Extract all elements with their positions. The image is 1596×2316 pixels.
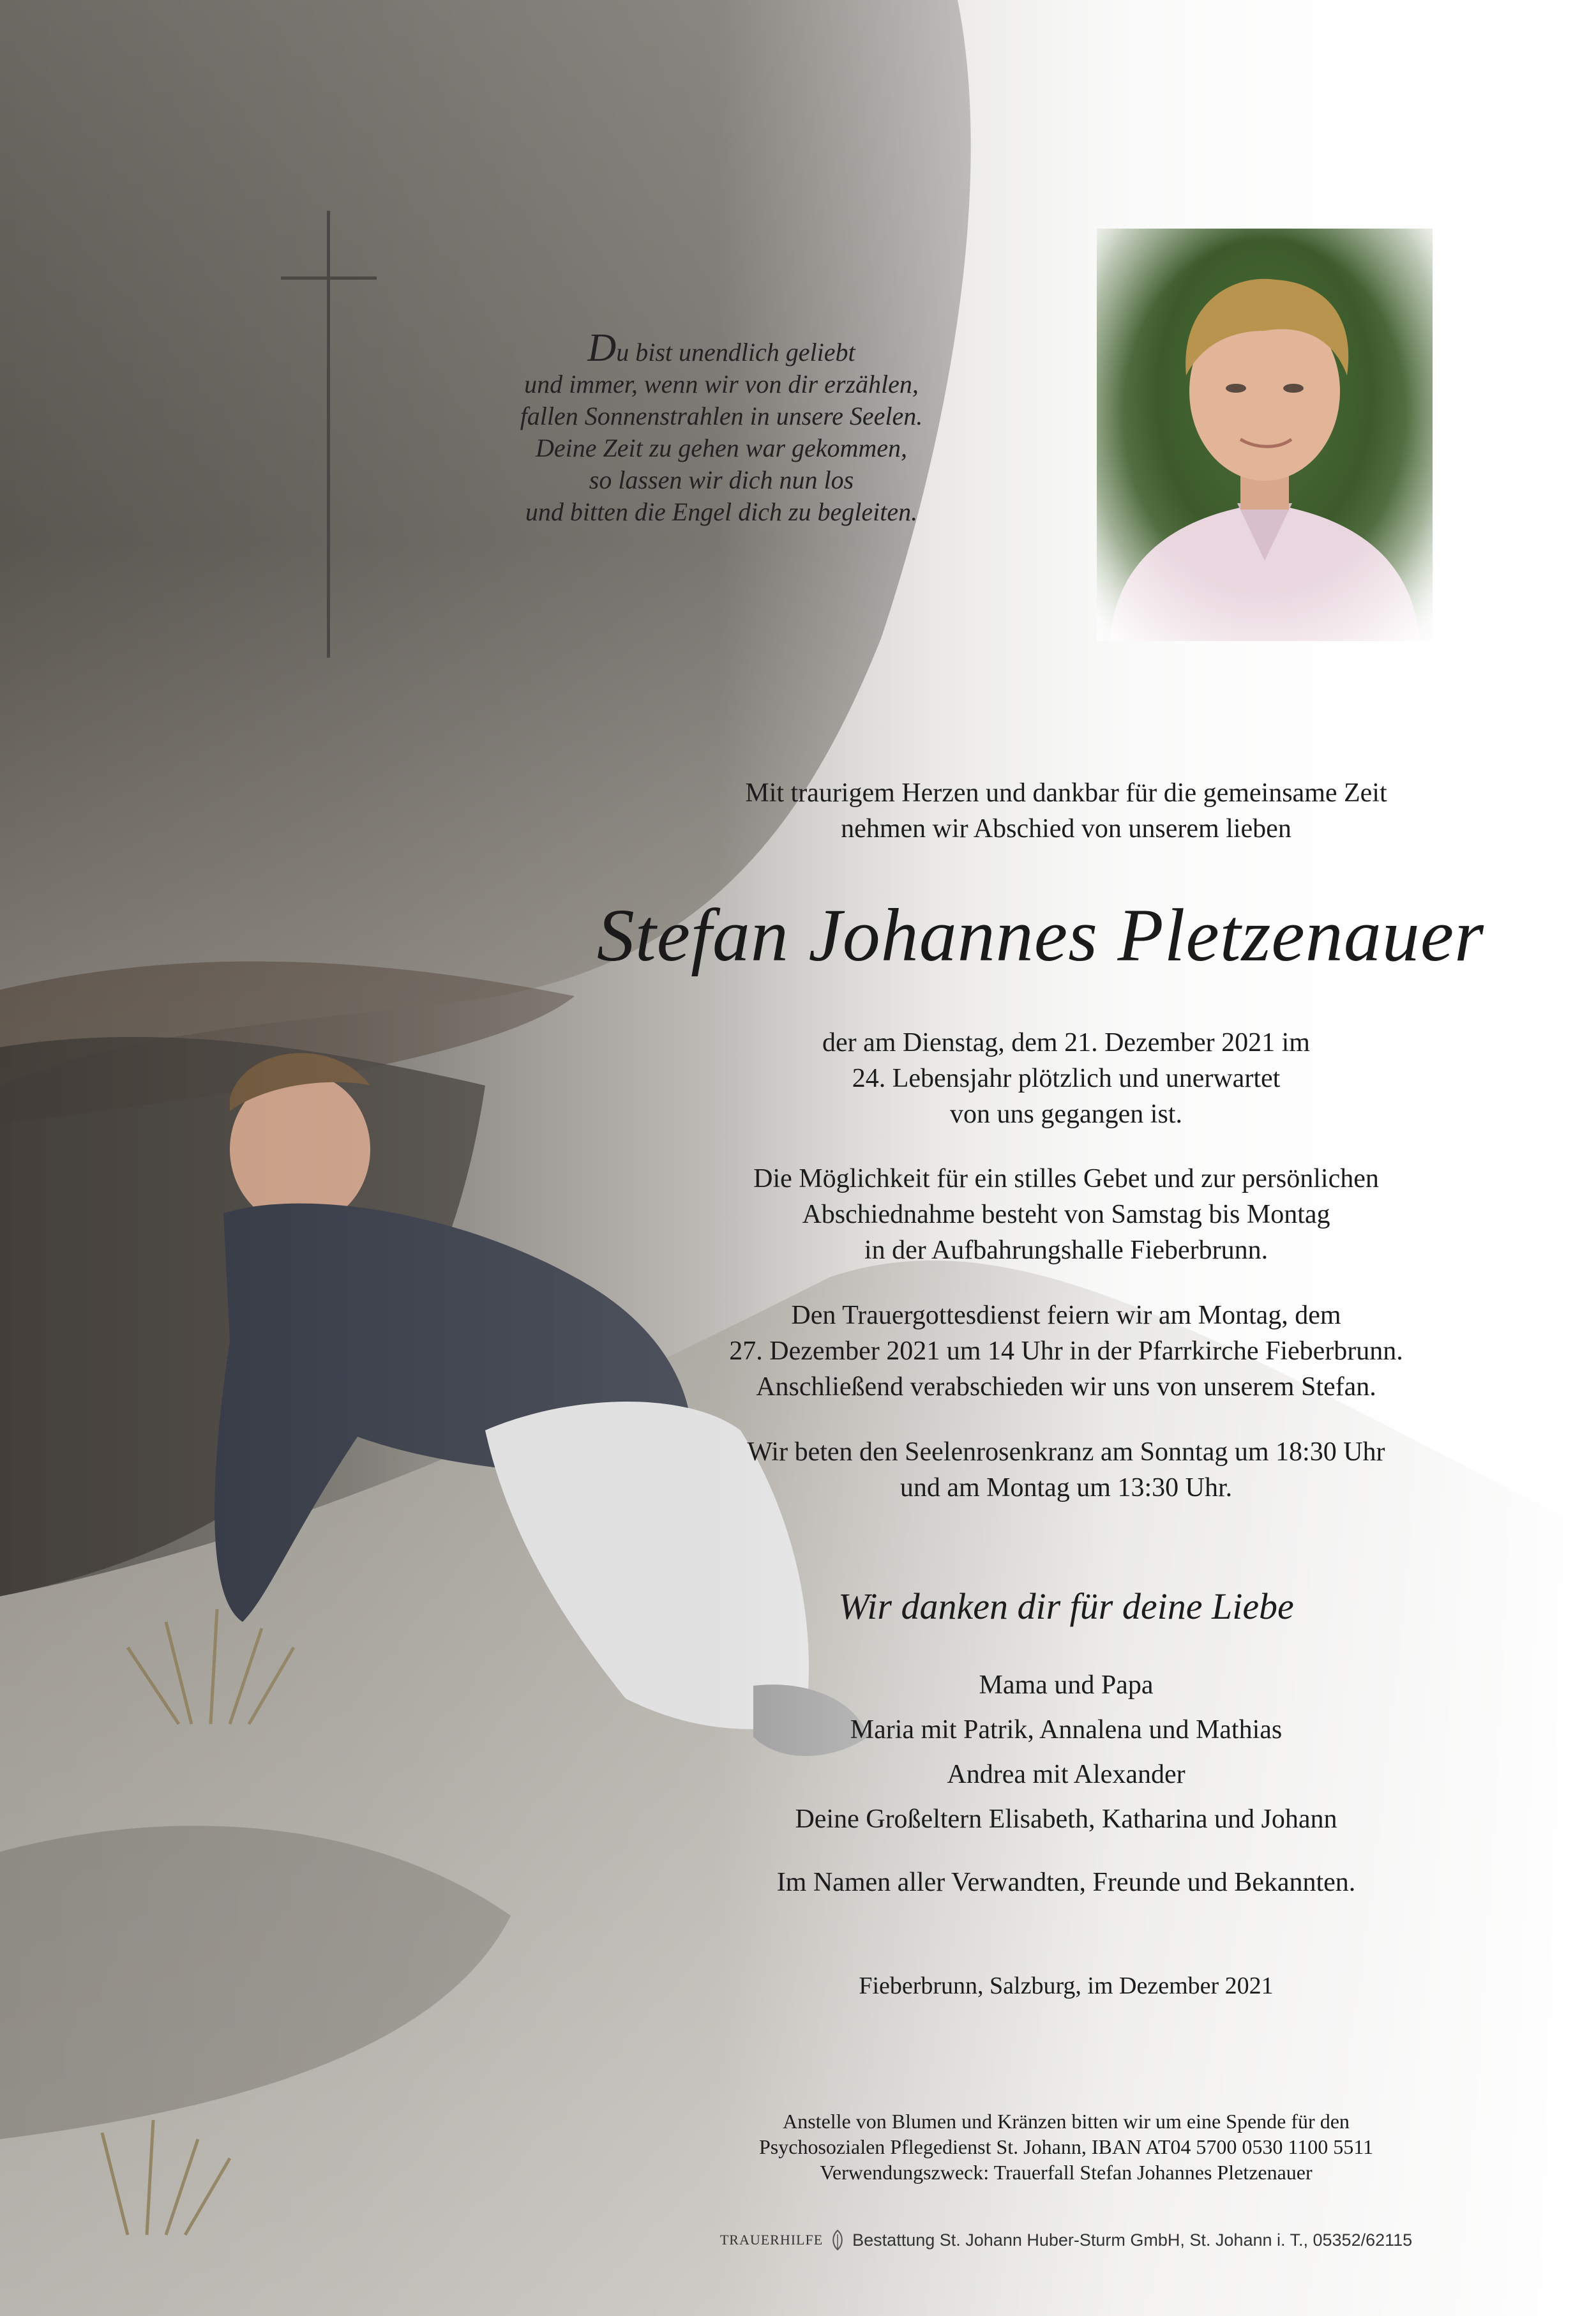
intro-line: Mit traurigem Herzen und dankbar für die gemeinsame Zeit: [745, 778, 1387, 808]
intro-line: nehmen wir Abschied von unserem lieben: [841, 814, 1291, 844]
leaf-icon: [829, 2229, 846, 2251]
portrait-figure: [1097, 229, 1433, 641]
donation-note: [549, 2108, 1583, 2185]
paragraph-line: Abschiednahme besteht von Samstag bis Montag: [802, 1200, 1330, 1229]
paragraph-line: von uns gegangen ist.: [950, 1100, 1182, 1129]
relatives-line: Im Namen aller Verwandten, Freunde und Bekannten.: [776, 1868, 1356, 1897]
donation-line: Psychosozialen Pflegedienst St. Johann, IBAN AT04 5700 0530 1100 5511: [758, 2135, 1373, 2158]
quote-line: so lassen wir dich nun los: [589, 465, 854, 494]
place-date: Fieberbrunn, Salzburg, im Dezember 2021: [859, 1972, 1274, 1999]
deceased-name: Stefan Johannes Pletzenauer: [596, 893, 1485, 977]
quote-line: und immer, wenn wir von dir erzählen,: [524, 370, 919, 398]
thanks-heading: Wir danken dir für deine Liebe: [838, 1586, 1294, 1627]
family-member: Maria mit Patrik, Annalena und Mathias: [850, 1715, 1283, 1745]
paragraph-line: Die Möglichkeit für ein stilles Gebet und zur persönlichen: [753, 1164, 1379, 1193]
quote-line: fallen Sonnenstrahlen in unsere Seelen.: [520, 402, 923, 430]
family-member: Andrea mit Alexander: [947, 1760, 1186, 1789]
paragraph-line: Wir beten den Seelenrosenkranz am Sonntag um 18:30 Uhr: [747, 1437, 1385, 1467]
footer-brand: TRAUERHILFE: [719, 2232, 824, 2248]
family-list: [549, 1663, 1583, 1842]
paragraph-line: Den Trauergottesdienst feiern wir am Montag, dem: [791, 1301, 1341, 1330]
footer-company: Bestattung St. Johann Huber-Sturm GmbH, St. Johann i. T., 05352/62115: [852, 2230, 1413, 2250]
cross-icon: [281, 211, 377, 658]
donation-line: Verwendungszweck: Trauerfall Stefan Johannes Pletzenauer: [820, 2161, 1313, 2184]
family-member: Mama und Papa: [979, 1670, 1154, 1700]
paragraph-line: 27. Dezember 2021 um 14 Uhr in der Pfarrkirche Fieberbrunn.: [729, 1336, 1403, 1366]
intro-text: [549, 775, 1583, 847]
quote-line: Deine Zeit zu gehen war gekommen,: [535, 434, 908, 462]
paragraph-line: Anschließend verabschieden wir uns von unserem Stefan.: [756, 1372, 1376, 1402]
donation-line: Anstelle von Blumen und Kränzen bitten wir um eine Spende für den: [783, 2110, 1350, 2133]
portrait-photo: [1097, 229, 1433, 641]
funeral-home-footer: [645, 2226, 1487, 2254]
quote-line: und bitten die Engel dich zu begleiten.: [525, 497, 918, 526]
quote-dropcap: D: [587, 326, 617, 370]
rosary-paragraph: [549, 1434, 1583, 1506]
paragraph-line: der am Dienstag, dem 21. Dezember 2021 im: [822, 1028, 1310, 1057]
family-member: Deine Großeltern Elisabeth, Katharina und Johann: [795, 1805, 1337, 1834]
service-paragraph: [549, 1298, 1583, 1405]
paragraph-line: in der Aufbahrungshalle Fieberbrunn.: [864, 1236, 1269, 1265]
quote-verse: [409, 326, 1034, 528]
quote-line: Du bist unendlich geliebt: [587, 326, 855, 370]
paragraph-line: 24. Lebensjahr plötzlich und unerwartet: [852, 1064, 1281, 1093]
farewell-paragraph: [549, 1161, 1583, 1268]
paragraph-line: und am Montag um 13:30 Uhr.: [900, 1473, 1233, 1502]
death-notice-paragraph: [549, 1025, 1583, 1132]
